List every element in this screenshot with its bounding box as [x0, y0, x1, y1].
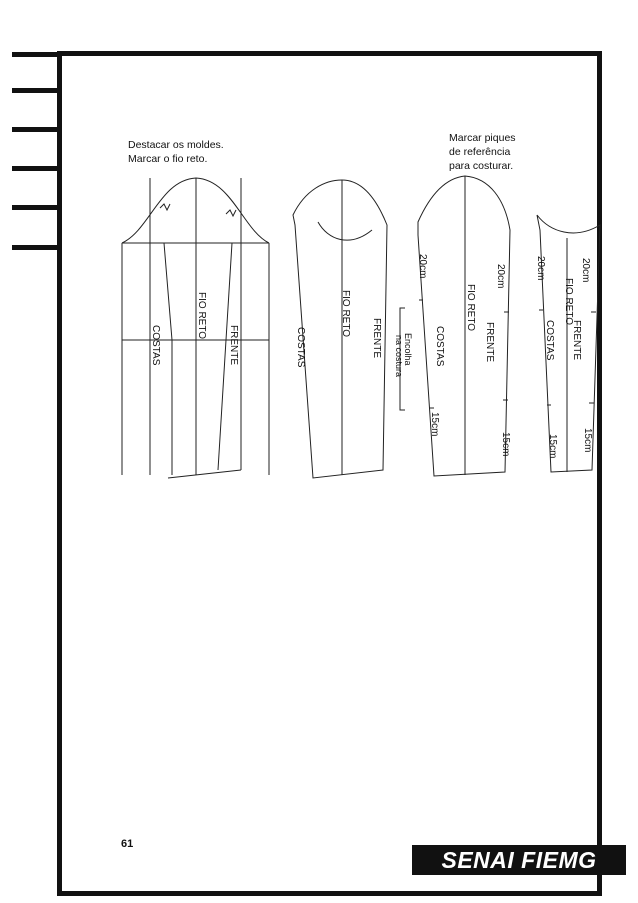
- label-20cm-4a: 20cm: [535, 256, 546, 281]
- label-costas-4: COSTAS: [544, 320, 555, 361]
- label-fio-reto-2: FIO RETO: [340, 290, 351, 338]
- label-20cm-3b: 20cm: [495, 264, 506, 289]
- label-fio-reto-3: FIO RETO: [465, 284, 476, 332]
- label-20cm-3a: 20cm: [417, 254, 428, 279]
- label-frente-2: FRENTE: [371, 318, 382, 358]
- label-frente-4: FRENTE: [571, 320, 582, 360]
- label-na-costura: na costura: [394, 335, 404, 378]
- note-right: Marcar piques de referência para costurar.: [449, 132, 516, 172]
- label-costas-1: COSTAS: [150, 325, 161, 366]
- page-number: 61: [121, 838, 134, 850]
- label-fio-reto-1: FIO RETO: [196, 292, 207, 340]
- label-20cm-4b: 20cm: [580, 258, 591, 283]
- label-encolha: Encolha: [403, 333, 413, 366]
- label-costas-2: COSTAS: [295, 327, 306, 368]
- label-15cm-3b: 15cm: [500, 432, 511, 457]
- label-15cm-4b: 15cm: [582, 428, 593, 453]
- sleeve-draft: [122, 178, 269, 478]
- label-frente-1: FRENTE: [228, 325, 239, 365]
- label-frente-3: FRENTE: [484, 322, 495, 362]
- logo-text: SENAI FIEMG: [441, 847, 597, 873]
- note-left: Destacar os moldes. Marcar o fio reto.: [128, 139, 224, 165]
- label-costas-3: COSTAS: [434, 326, 445, 367]
- senai-fiemg-logo: [412, 845, 626, 875]
- label-15cm-4a: 15cm: [547, 434, 558, 459]
- label-15cm-3a: 15cm: [429, 412, 440, 437]
- label-fio-reto-4: FIO RETO: [563, 278, 574, 326]
